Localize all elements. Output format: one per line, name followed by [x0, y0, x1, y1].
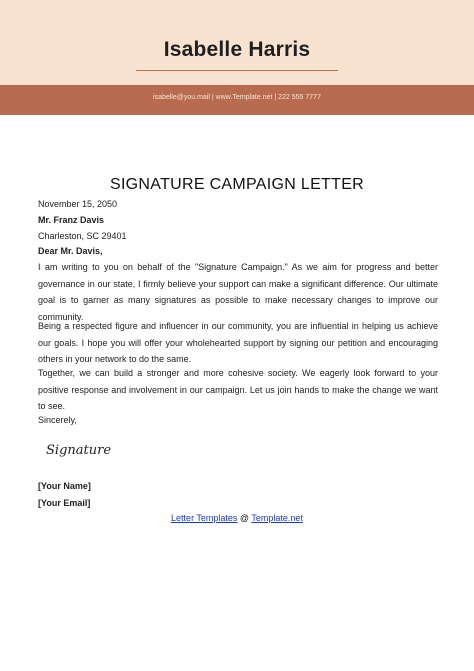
sender-name: Isabelle Harris [163, 38, 311, 61]
salutation: Dear Mr. Davis, [38, 246, 103, 256]
recipient-address: Charleston, SC 29401 [38, 231, 127, 241]
your-name-placeholder: [Your Name] [38, 481, 91, 491]
closing: Sincerely, [38, 415, 77, 425]
letter-title: SIGNATURE CAMPAIGN LETTER [109, 176, 365, 193]
name-divider [136, 70, 338, 71]
footer-separator: @ [237, 513, 252, 523]
footer [0, 513, 474, 523]
body-paragraph-1: I am writing to you on behalf of the "Signature Campaign." As we aim for progress and better governance in our state, I firmly believe your support can make a significant difference. Our ultimate goal is to garner as many signatures as possible to make necessary changes to improve our community. [38, 262, 438, 322]
signature-image: Signature [46, 443, 112, 458]
letter-date: November 15, 2050 [38, 199, 118, 209]
body-paragraph-2: Being a respected figure and influencer in our community, you are influential in helping us achieve our goals. I hope you will offer your wholehearted support by signing our petition and encouraging others in your network to do the same. [38, 321, 438, 364]
letter-templates-link[interactable]: Letter Templates [171, 513, 238, 523]
your-email-placeholder: [Your Email] [38, 498, 91, 508]
contact-info: isabelle@you.mail | www.Template.net | 222 555 7777 [153, 94, 321, 101]
template-net-link[interactable]: Template.net [251, 513, 303, 523]
recipient-name: Mr. Franz Davis [38, 215, 105, 225]
body-paragraph-3: Together, we can build a stronger and more cohesive society. We eagerly look forward to your positive response and involvement in our campaign. Let us join hands to make the change we want to see. [38, 368, 438, 411]
